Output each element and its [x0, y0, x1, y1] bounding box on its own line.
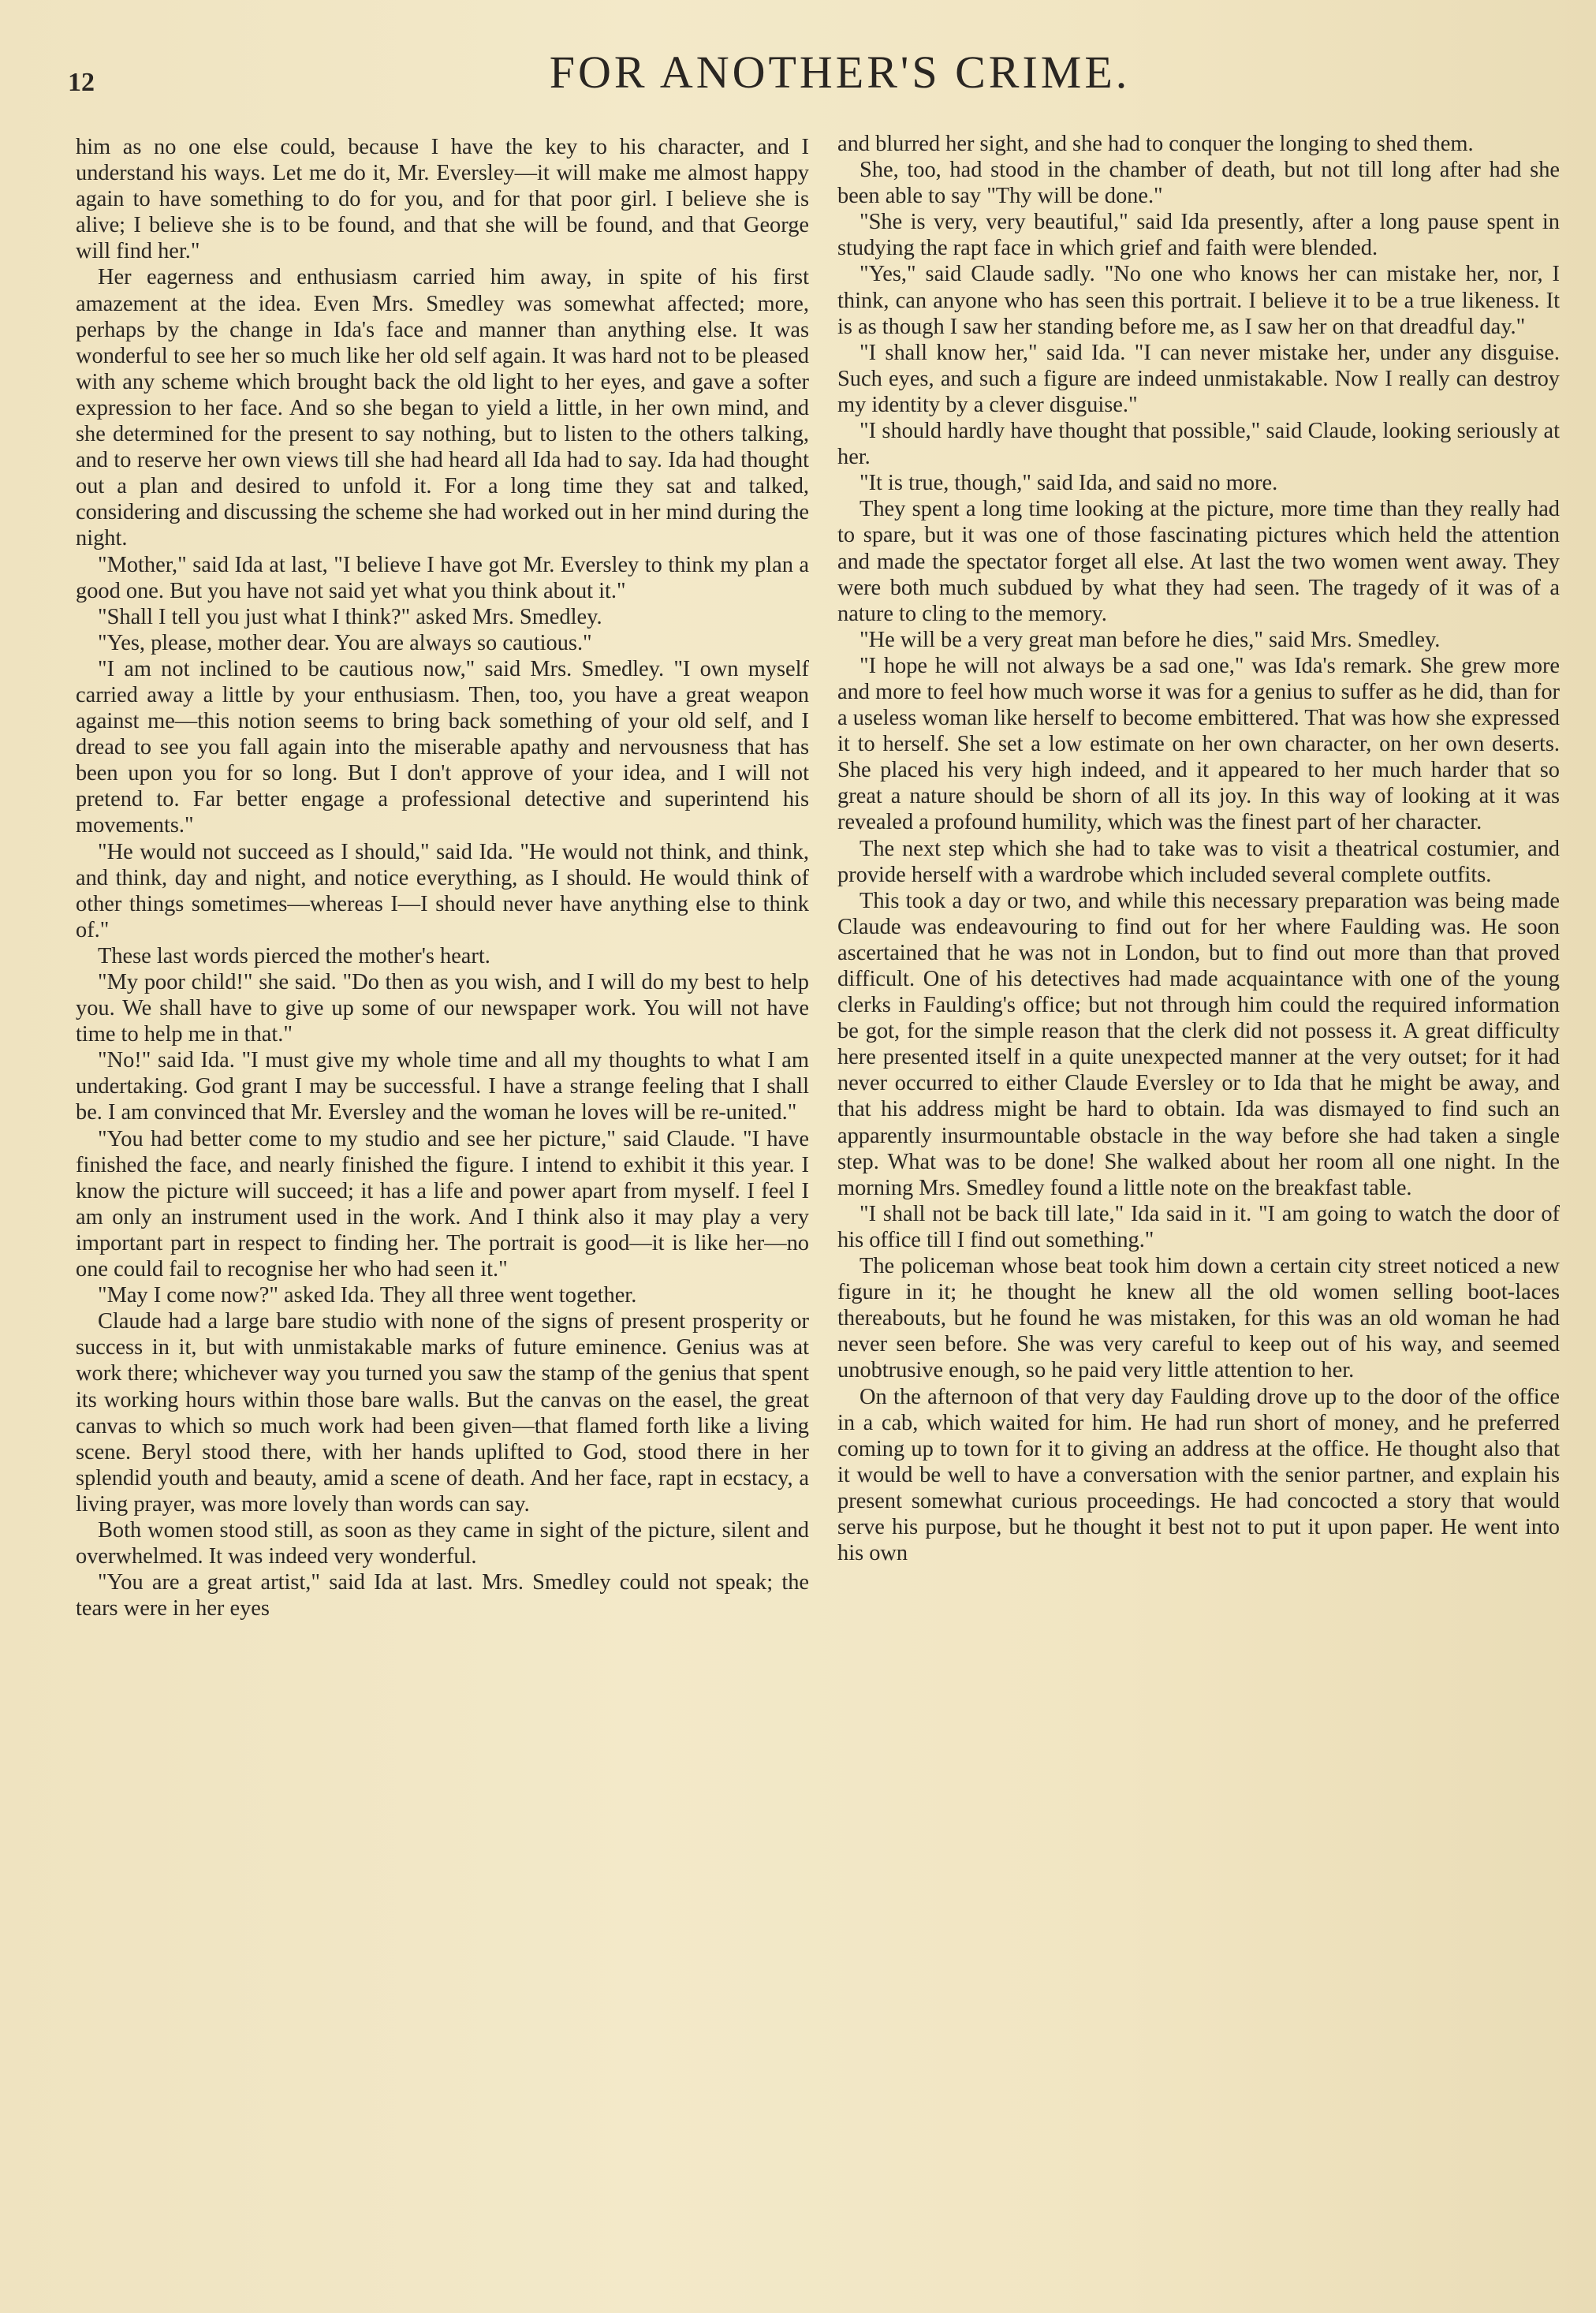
paragraph: "He will be a very great man before he dies," said Mrs. Smedley.: [860, 627, 1441, 652]
paragraph: "It is true, though," said Ida, and said no more.: [860, 471, 1278, 496]
paragraph: him as no one else could, because I have the key to his character, and I understand his ways. Let me do it, Mr. Eversley—it will make me almost happy again to have something to do for you, and for that poor girl. I believe she is alive; I believe she is to be found, and that she will be found, and that George will find her.": [76, 135, 809, 264]
paragraph: "You had better come to my studio and see her picture," said Claude. "I have finished the face, and nearly finished the figure. I intend to exhibit it this year. I know the picture will succeed; it has a life and power apart from myself. I feel I am only an instrument used in the work. And I think also it may play a very important part in respect to finding her. The portrait is good—it is like her—no one could fail to recognise her who had seen it.": [76, 1126, 809, 1282]
paragraph: The next step which she had to take was to visit a theatrical costumier, and provide herself with a wardrobe which included several complete outfits.: [837, 836, 1560, 887]
paragraph: Both women stood still, as soon as they came in sight of the picture, silent and overwhelmed. It was indeed very wonderful.: [76, 1517, 809, 1569]
paragraph: She, too, had stood in the chamber of death, but not till long after had she been able to say "Thy will be done.": [837, 158, 1560, 209]
right-column: [837, 131, 1560, 1566]
running-title: FOR ANOTHER'S CRIME.: [549, 47, 1131, 98]
paragraph: "I am not inclined to be cautious now," said Mrs. Smedley. "I own myself carried away a little by your enthusiasm. Then, too, you have a great weapon against me—this notion seems to bring back something of your old self, and I dread to see you fall again into the miserable apathy and nervousness that has been upon you for so long. But I don't approve of your idea, and I will not pretend to. Far better engage a professional detective and superintend his movements.": [76, 656, 809, 838]
paragraph: "Mother," said Ida at last, "I believe I have got Mr. Eversley to think my plan a good one. But you have not said yet what you think about it.": [76, 552, 809, 603]
paragraph: They spent a long time looking at the picture, more time than they really had to spare, but it was one of those fascinating pictures which held the attention and made the spectator forget all else. At last the two women went away. They were both much subdued by what they had seen. The tragedy of it was of a nature to cling to the memory.: [837, 497, 1560, 626]
paragraph: "Shall I tell you just what I think?" asked Mrs. Smedley.: [98, 604, 602, 629]
paragraph: "I shall know her," said Ida. "I can never mistake her, under any disguise. Such eyes, and such a figure are indeed unmistakable. Now I really can destroy my identity by a clever disguise.": [837, 340, 1560, 417]
paragraph: Her eagerness and enthusiasm carried him away, in spite of his first amazement at the idea. Even Mrs. Smedley was somewhat affected; more, perhaps by the change in Ida's face and manner than anything else. It was wonderful to see her so much like her old self again. It was hard not to be pleased with any scheme which brought back the old light to her eyes, and gave a softer expression to her face. And so she began to yield a little, in her own mind, and she determined for the present to say nothing, but to listen to the others talking, and to reserve her own views till she had heard all Ida had to say. Ida had thought out a plan and desired to unfold it. For a long time they sat and talked, considering and discussing the scheme she had worked out in her mind during the night.: [76, 265, 809, 551]
paragraph: "She is very, very beautiful," said Ida presently, after a long pause spent in studying the rapt face in which grief and faith were blended.: [837, 210, 1560, 261]
left-column: [76, 134, 809, 1621]
paragraph: "My poor child!" she said. "Do then as you wish, and I will do my best to help you. We shall have to give up some of our newspaper work. You will not have time to help me in that.": [76, 970, 809, 1047]
paragraph: and blurred her sight, and she had to conquer the longing to shed them.: [837, 132, 1474, 156]
paragraph: This took a day or two, and while this necessary preparation was being made Claude was endeavouring to find out for her where Faulding was. He soon ascertained that he was not in London, but to find out more than that proved difficult. One of his detectives had made acquaintance with one of the young clerks in Faulding's office; but not through him could the required information be got, for the simple reason that the clerk did not possess it. A great difficulty here presented itself in a quite unexpected manner at the very outset; for it had never occurred to either Claude Eversley or to Ida that he might be away, and that his address might be hard to obtain. Ida was dismayed to find such an apparently insurmountable obstacle in the way before she had taken a single step. What was to be done! She walked about her room all one night. In the morning Mrs. Smedley found a little note on the breakfast table.: [837, 888, 1560, 1200]
paragraph: "I hope he will not always be a sad one," was Ida's remark. She grew more and more to feel how much worse it was for a genius to suffer as he did, than for a useless woman like herself to become embittered. That was how she expressed it to herself. She set a low estimate on her own character, on her own deserts. She placed his very high indeed, and it appeared to her much harder that so great a nature should be shorn of all its joy. In this way of looking at it was revealed a profound humility, which was the finest part of her character.: [837, 653, 1560, 835]
paragraph: These last words pierced the mother's heart.: [98, 943, 490, 968]
paragraph: Claude had a large bare studio with none of the signs of present prosperity or success in it, but with unmistakable marks of future eminence. Genius was at work there; whichever way you turned you saw the stamp of the genius that spent its working hours within those bare walls. But the canvas on the easel, the great canvas to which so much work had been given—that flamed forth like a living scene. Beryl stood there, with her hands uplifted to God, stood there in her splendid youth and beauty, amid a scene of death. And her face, rapt in ecstacy, a living prayer, was more lovely than words can say.: [76, 1309, 809, 1517]
paragraph: "You are a great artist," said Ida at last. Mrs. Smedley could not speak; the tears were in her eyes: [76, 1570, 809, 1621]
paragraph: On the afternoon of that very day Faulding drove up to the door of the office in a cab, which waited for him. He had run short of money, and he preferred coming up to town for it to giving an address at the office. He thought also that it would be well to have a conversation with the senior partner, and explain his present somewhat curious proceedings. He had concocted a story that would serve his purpose, but he thought it best not to put it upon paper. He went into his own: [837, 1384, 1560, 1566]
paragraph: "No!" said Ida. "I must give my whole time and all my thoughts to what I am undertaking. God grant I may be successful. I have a strange feeling that I shall be. I am convinced that Mr. Eversley and the woman he loves will be re-united.": [76, 1048, 809, 1125]
paragraph: "May I come now?" asked Ida. They all three went together.: [98, 1283, 637, 1308]
paragraph: "He would not succeed as I should," said Ida. "He would not think, and think, and think, day and night, and notice everything, as I should. He would think of other things sometimes—whereas I—I should never have anything else to think of.": [76, 839, 809, 942]
paragraph: "Yes," said Claude sadly. "No one who knows her can mistake her, nor, I think, can anyone who has seen this portrait. I believe it to be a true likeness. It is as though I saw her standing before me, as I saw her on that dreadful day.": [837, 262, 1560, 339]
paragraph: The policeman whose beat took him down a certain city street noticed a new figure in it; he thought he knew all the old women selling boot-laces thereabouts, but he found he was mistaken, for this was an old woman he had never seen before. She was very careful to keep out of his way, and seemed unobtrusive enough, so he paid very little attention to her.: [837, 1254, 1560, 1383]
paragraph: "Yes, please, mother dear. You are always so cautious.": [98, 630, 592, 655]
paragraph: "I shall not be back till late," Ida said in it. "I am going to watch the door of his office till I find out something.": [837, 1201, 1560, 1252]
page-number: 12: [68, 68, 95, 97]
paragraph: "I should hardly have thought that possible," said Claude, looking seriously at her.: [837, 419, 1560, 470]
